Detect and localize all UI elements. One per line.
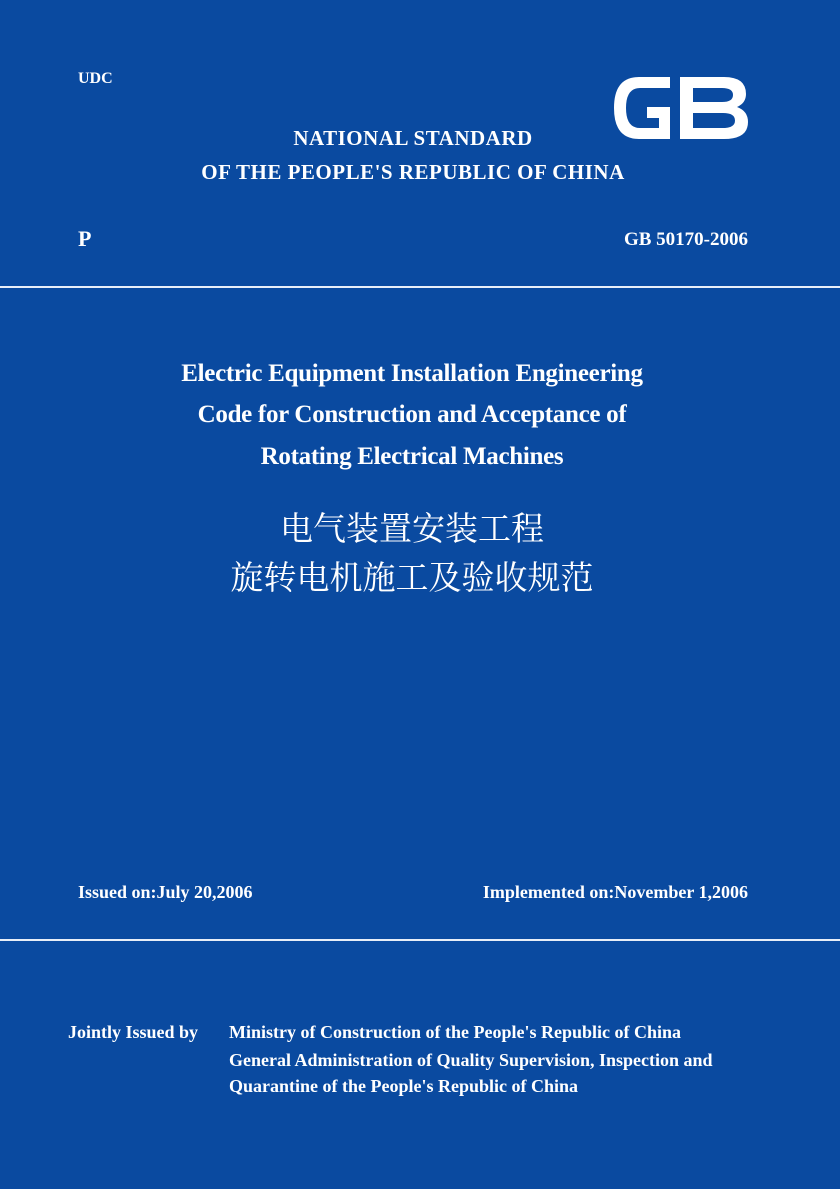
implemented-date: Implemented on:November 1,2006 xyxy=(482,882,748,902)
english-title-line1: Electric Equipment Installation Engineering xyxy=(181,360,643,387)
udc-label: UDC xyxy=(78,70,113,87)
chinese-title-line1: 电气装置安装工程 xyxy=(280,509,544,548)
english-title-line2: Code for Construction and Acceptance of xyxy=(197,401,627,428)
english-title-line3: Rotating Electrical Machines xyxy=(260,443,564,470)
top-divider xyxy=(0,286,840,288)
issuer-line2: General Administration of Quality Supervision, Inspection and xyxy=(229,1050,713,1070)
bottom-divider xyxy=(0,939,840,941)
issuer-line3: Quarantine of the People's Republic of China xyxy=(229,1076,579,1096)
issuer-line1: Ministry of Construction of the People's Republic of China xyxy=(229,1022,681,1042)
standard-code: GB 50170-2006 xyxy=(623,229,748,250)
chinese-title-line2: 旋转电机施工及验收规范 xyxy=(230,558,594,597)
national-standard-line2: OF THE PEOPLE'S REPUBLIC OF CHINA xyxy=(201,160,625,184)
jointly-issued-label: Jointly Issued by xyxy=(68,1022,199,1042)
category-letter: P xyxy=(78,226,92,251)
issued-date: Issued on:July 20,2006 xyxy=(78,882,253,902)
national-standard-line1: NATIONAL STANDARD xyxy=(293,126,533,150)
